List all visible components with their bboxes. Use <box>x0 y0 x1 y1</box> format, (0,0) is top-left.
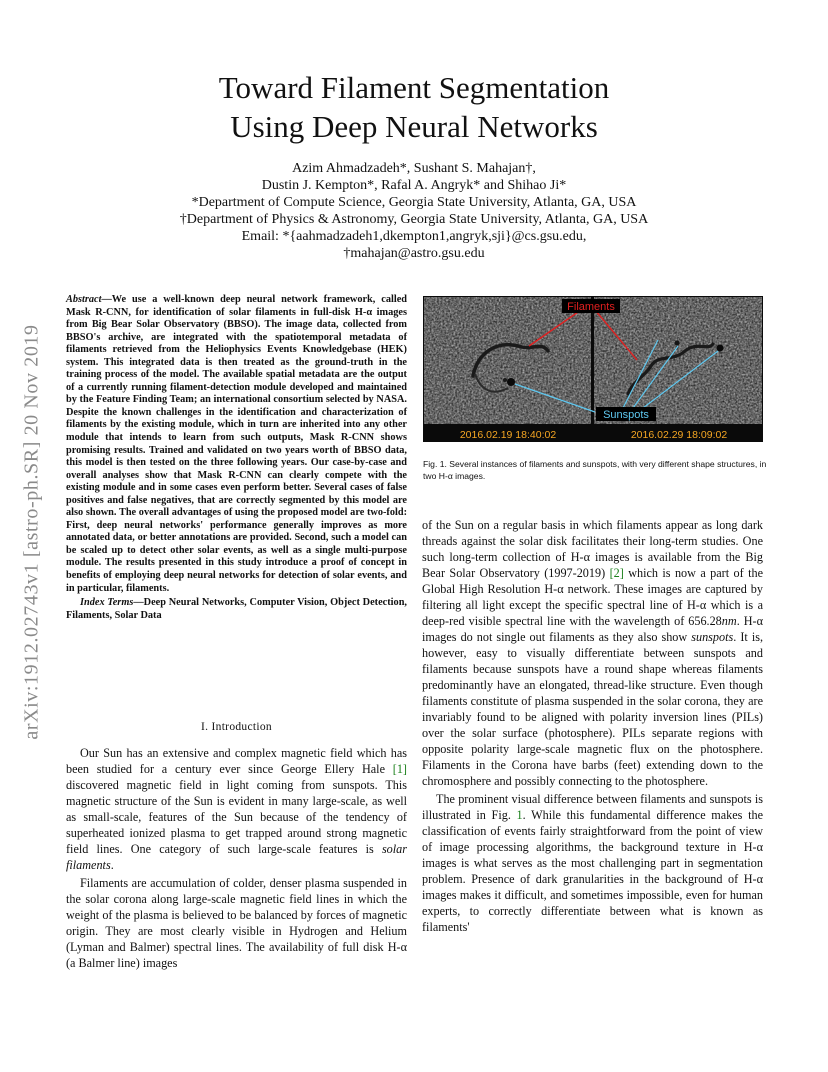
halpha-panel-right <box>594 297 762 424</box>
email-line-2: †mahajan@astro.gsu.edu <box>343 246 485 261</box>
date-left: 2016.02.19 18:40:02 <box>459 429 557 441</box>
paper-title <box>0 68 828 146</box>
figure-1-image <box>423 296 763 442</box>
p3-emphasis: sunspots <box>691 630 734 644</box>
p3-text-a: of the Sun on a regular basis in which filaments appear as long dark threads against the solar disk facilitates their long-term studies. One such long-term collection of H-α images is available from the Big Bear Solar Observatory (1997-2019) <box>422 518 763 580</box>
citation-link-2[interactable]: [2] <box>609 566 624 580</box>
author-block <box>0 160 828 262</box>
p1-emphasis: solar filaments <box>66 842 407 872</box>
halpha-panel-left <box>424 297 591 424</box>
date-right: 2016.02.29 18:09:02 <box>630 429 728 441</box>
intro-left-column <box>66 745 407 971</box>
figure-reference-link[interactable]: 1 <box>516 808 523 822</box>
index-terms-text: —Deep Neural Networks, Computer Vision, Object Detection, Filaments, Solar Data <box>66 597 407 621</box>
figure-1-caption: Fig. 1. Several instances of filaments and sunspots, with very different shape structures, in two H-α images. <box>423 459 767 481</box>
p4-text-b: . While this fundamental difference makes the classification of events fairly straightforward from the point of view of image processing algorithms, the background texture in H-α images is what serves as the most challenging part in segmentation problem. Presence of dark granularities in the background of H-α images makes it difficult, and sometimes impossible, even for human experts, to correctly differentiate between what is known as filaments' <box>422 808 763 934</box>
title-line-2: Using Deep Neural Networks <box>230 109 598 144</box>
intro-paragraph-2: Filaments are accumulation of colder, denser plasma suspended in the solar corona along large-scale magnetic field lines in which the weight of the plasma is believed to be balanced by forces of magnetic origin. They are most clearly visible in Hydrogen and Helium (Lyman and Balmer) spectral lines. The availability of full disk H-α (a Balmer line) images <box>66 876 407 970</box>
p1-text-a: Our Sun has an extensive and complex magnetic field which has been studied for a century ever since George Ellery Hale <box>66 746 407 776</box>
index-terms <box>66 597 407 622</box>
index-terms-label: Index Terms <box>80 597 134 609</box>
title-line-1: Toward Filament Segmentation <box>218 70 610 105</box>
p3-unit: nm <box>721 614 737 628</box>
sunspot-right <box>717 345 724 352</box>
label-filaments: Filaments <box>567 301 615 313</box>
affiliation-1: *Department of Compute Science, Georgia State University, Atlanta, GA, USA <box>191 195 637 210</box>
sunspot-left <box>507 378 515 386</box>
section-heading: I. Introduction <box>201 721 272 733</box>
arxiv-sidebar <box>12 262 52 802</box>
figure-1 <box>423 296 763 442</box>
author-line-1: Azim Ahmadzadeh*, Sushant S. Mahajan†, <box>292 161 536 176</box>
affiliation-2: †Department of Physics & Astronomy, Georgia State University, Atlanta, GA, USA <box>179 212 649 227</box>
author-line-2: Dustin J. Kempton*, Rafal A. Angryk* and Shihao Ji* <box>261 178 567 193</box>
intro-paragraph-4 <box>422 791 763 935</box>
intro-right-column <box>422 517 763 935</box>
abstract <box>66 294 407 622</box>
abstract-body <box>66 294 407 595</box>
p3-text-b: which is now a part of the Global High Resolution H-α network. These images are captured by filtering all light except the specific spectral line of H-α which is a deep-red visible spectral line with the wavelength of 656.28 <box>422 566 763 628</box>
intro-paragraph-1 <box>66 745 407 873</box>
p1-text-b: discovered magnetic field in light coming from sunspots. This magnetic structure of the Sun is evident in many large-scale, as well as small-scale, features of the Sun because of the tendency of superheated ionized plasma to get trapped around strong magnetic field lines. One category of such large-scale features is <box>66 778 407 856</box>
p1-end: . <box>110 858 114 872</box>
intro-paragraph-3 <box>422 517 763 789</box>
arxiv-identifier: arXiv:1912.02743v1 [astro-ph.SR] 20 Nov 2019 <box>20 324 43 740</box>
p3-text-c: . H-α images do not single out filaments as they also show <box>422 614 763 644</box>
p4-text-a: The prominent visual difference between filaments and sunspots is illustrated in Fig. <box>422 792 763 822</box>
citation-link-1[interactable]: [1] <box>392 762 407 776</box>
label-sunspots: Sunspots <box>603 409 649 421</box>
abstract-text: —We use a well-known deep neural network framework, called Mask R-CNN, for identification of solar filaments in full-disk H-α images from Big Bear Solar Observatory (BBSO). The image data, collected from BBSO's archive, are integrated with the spatiotemporal metadata of filaments retrieved from the Heliophysics Events Knowledgebase (HEK) system. This integrated data is then treated as the ground-truth in the training process of the model. The available spatial metadata are the output of a currently running filament-detection module developed and maintained by the Feature Finding Team; an international consortium selected by NASA. Despite the known challenges in the identification and characterization of filaments by the existing module, which in turn are inherited into any other module that intends to learn from such outputs, Mask R-CNN shows promising results. Trained and validated on two years worth of BBSO data, this model is then tested on the three following years. Our case-by-case and overall analyses show that Mask R-CNN can clearly compete with the existing module and in some cases even perform better. Several cases of false positives and false negatives, that are correctly segmented by this model are also shown. The overall advantages of using the proposed model are two-fold: First, deep neural networks' performance generally improves as more annotated data, or better annotations are provided. Second, such a model can be scaled up to detect other solar events, as well as a single multi-purpose module. The results presented in this study introduce a proof of concept in benefits of employing deep neural networks for detection of solar events, and in particular, filaments. <box>66 294 407 594</box>
p3-text-d: . It is, however, easy to visually differentiate between sunspots and filaments because sunspots have a round shape whereas filaments predominantly have an elongated, thread-like structure. Even though filaments constitute of plasma suspended in the solar corona, they are invariably found to be aligned with polarity inversion lines (PILs) over the solar surface (photosphere). PILs separate regions with opposite polarity large-scale magnetic flux on the photosphere. Filaments in the Corona have barbs (feet) extending down to the chromosphere and possibly connecting to the photosphere. <box>422 630 764 788</box>
email-line-1: Email: *{aahmadzadeh1,dkempton1,angryk,sji}@cs.gsu.edu, <box>241 229 587 244</box>
abstract-label: Abstract <box>66 294 102 305</box>
